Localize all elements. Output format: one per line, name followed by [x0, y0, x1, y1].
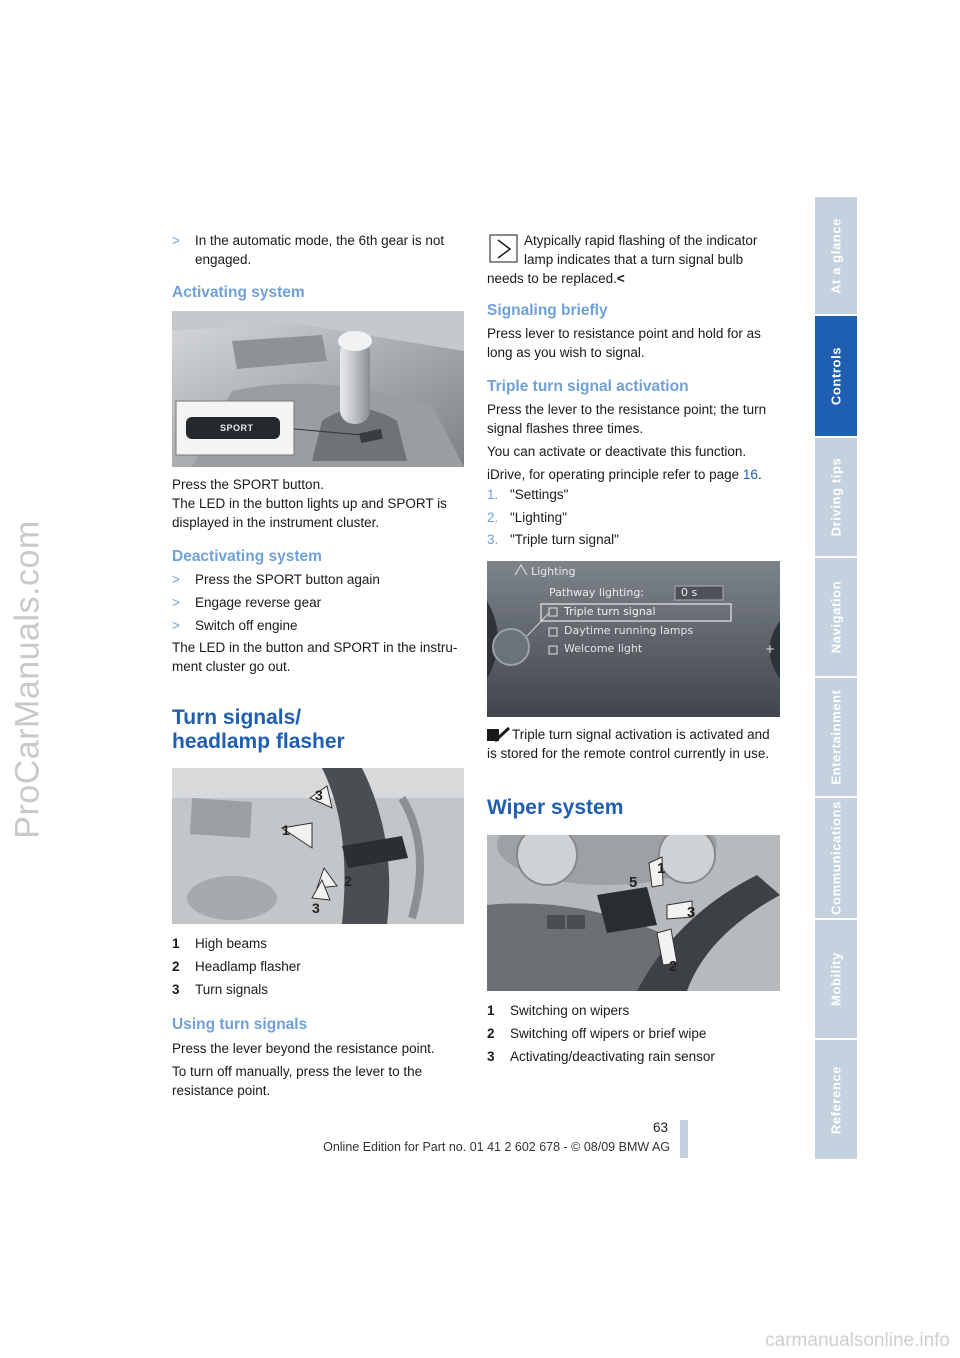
- option-daytime-running-lamps: Daytime running lamps: [564, 624, 694, 637]
- tab-controls[interactable]: Controls: [815, 316, 857, 436]
- pathway-label: Pathway lighting:: [549, 586, 645, 599]
- steps-list: [487, 485, 782, 553]
- intro-bullet: > In the automatic mode, the 6th gear is not engaged.: [172, 233, 445, 267]
- tab-communications[interactable]: Communications: [815, 798, 857, 918]
- list-item: 2 Headlamp flasher: [172, 959, 301, 974]
- page-marker: [680, 1120, 688, 1158]
- edition-footer: Online Edition for Part no. 01 41 2 602 678 - © 08/09 BMW AG: [323, 1140, 670, 1154]
- list-item: > Switch off engine: [172, 618, 298, 633]
- tab-entertainment[interactable]: Entertainment: [815, 678, 857, 796]
- sport-button-label: SPORT: [220, 423, 254, 433]
- chapter-tabs: [815, 197, 857, 1159]
- side-watermark: ProCarManuals.com: [8, 520, 47, 839]
- signaling-briefly-heading: Signaling briefly: [487, 302, 608, 319]
- list-item: > Press the SPORT button again: [172, 572, 380, 587]
- tab-mobility[interactable]: Mobility: [815, 920, 857, 1038]
- svg-text:3: 3: [687, 904, 696, 921]
- note-text: Atypically rapid flashing of the indicator lamp indicates that a turn signal bulb needs to be replaced.<: [487, 233, 758, 286]
- deactivating-list: [172, 570, 467, 639]
- svg-text:3: 3: [312, 900, 320, 916]
- list-item: 2. "Lighting": [487, 509, 567, 525]
- wiper-lever-image: [487, 835, 780, 991]
- wiper-system-heading: Wiper system: [487, 796, 624, 819]
- list-item: 2 Switching off wipers or brief wipe: [487, 1026, 707, 1041]
- turn-signal-legend: [172, 934, 467, 1003]
- list-item: 1 Switching on wipers: [487, 1003, 630, 1018]
- svg-text:+: +: [765, 642, 776, 656]
- option-triple-turn-signal: Triple turn signal: [564, 605, 656, 618]
- activating-heading: Activating system: [172, 284, 305, 301]
- svg-text:3: 3: [315, 787, 323, 803]
- page-link[interactable]: 16: [742, 467, 758, 482]
- list-item: 1. "Settings": [487, 487, 569, 502]
- tab-navigation[interactable]: Navigation: [815, 558, 857, 676]
- turn-signal-lever-image: [172, 768, 464, 924]
- activating-text: Press the SPORT button. The LED in the button lights up and SPORT is displayed in the instrument cluster.: [172, 477, 447, 530]
- using-turn-signals-text: Press the lever beyond the resistance point. To turn off manually, press the lever to the resistance point.: [172, 1041, 435, 1098]
- list-item: > Engage reverse gear: [172, 595, 322, 610]
- triple-turn-text: Press the lever to the resistance point; the turn signal flashes three times. You can activate or deactivate this function. iDrive, for operating principle refer to page 16.: [487, 402, 767, 482]
- option-welcome-light: Welcome light: [564, 642, 643, 655]
- list-item: 3 Turn signals: [172, 982, 269, 997]
- wiper-legend: [487, 1001, 782, 1070]
- turn-signals-heading: Turn signals/ headlamp flasher: [172, 706, 345, 753]
- using-turn-signals-heading: Using turn signals: [172, 1016, 308, 1033]
- page-number: 63: [652, 1120, 668, 1135]
- deactivating-text: The LED in the button and SPORT in the instru-ment cluster go out.: [172, 640, 458, 674]
- triple-turn-heading: Triple turn signal activation: [487, 378, 689, 395]
- tab-reference[interactable]: Reference: [815, 1040, 857, 1159]
- tab-driving-tips[interactable]: Driving tips: [815, 438, 857, 556]
- list-item: 3 Activating/deactivating rain sensor: [487, 1049, 715, 1064]
- screen-title: Lighting: [531, 565, 576, 578]
- signaling-briefly-text: Press lever to resistance point and hold for as long as you wish to signal.: [487, 326, 761, 360]
- list-item: 1 High beams: [172, 936, 268, 951]
- svg-text:1: 1: [282, 822, 290, 838]
- list-item: 3. "Triple turn signal": [487, 532, 619, 547]
- svg-text:1: 1: [657, 860, 666, 877]
- svg-text:2: 2: [344, 873, 352, 889]
- deactivating-heading: Deactivating system: [172, 548, 322, 565]
- idrive-screen-image: [487, 561, 780, 717]
- triple-activated-text: Triple turn signal activation is activated and is stored for the remote control currently in use.: [487, 727, 770, 761]
- tab-at-a-glance[interactable]: At a glance: [815, 197, 857, 314]
- gear-selector-image: [172, 311, 464, 467]
- svg-text:2: 2: [669, 958, 678, 975]
- bottom-watermark: carmanualsonline.info: [765, 1330, 950, 1351]
- pathway-value: 0 s: [681, 586, 698, 599]
- svg-text:5: 5: [629, 874, 638, 891]
